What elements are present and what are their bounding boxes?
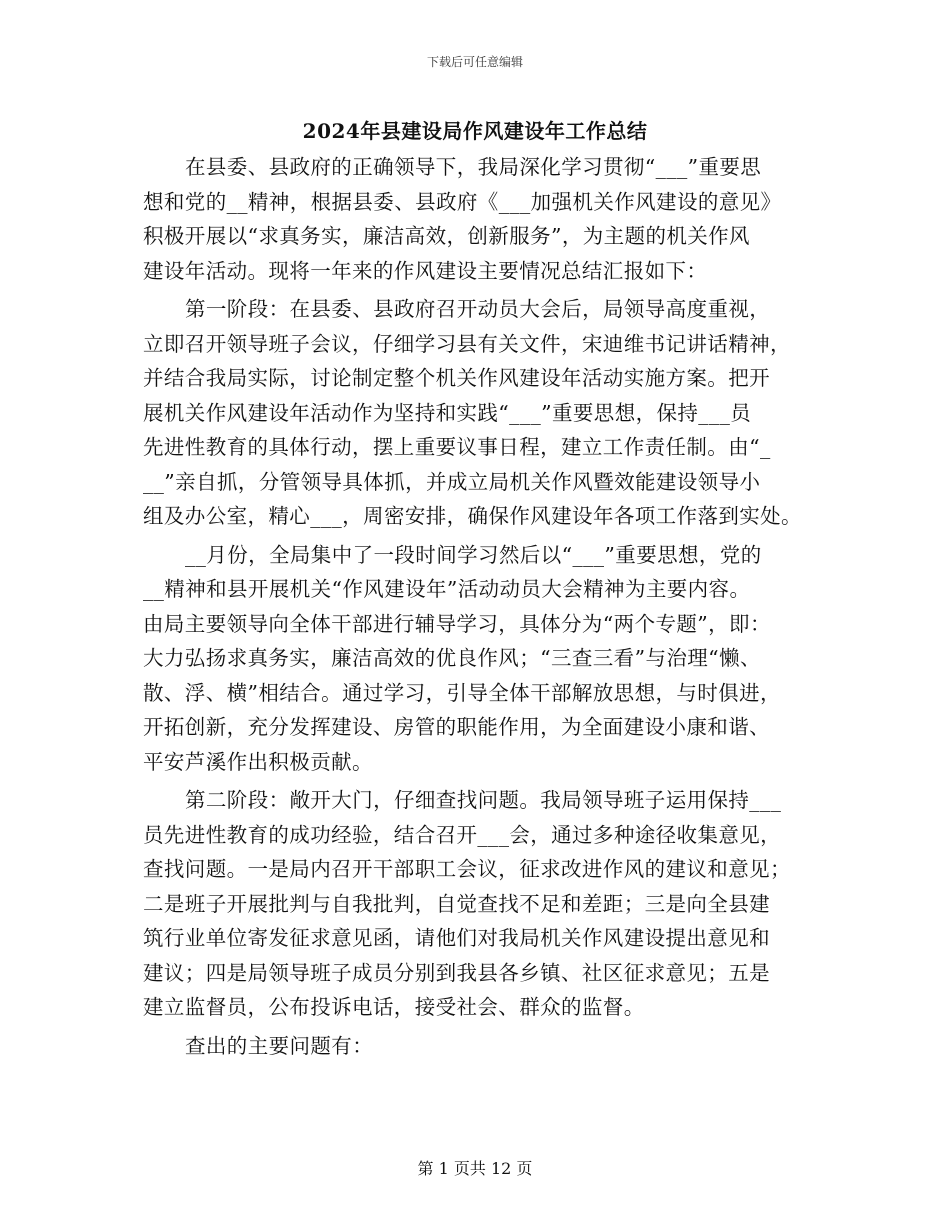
text-line: 想和党的__精神，根据县委、县政府《___加强机关作风建设的意见》 [143, 189, 782, 214]
text-line: 第一阶段：在县委、县政府召开动员大会后，局领导高度重视， [185, 297, 771, 321]
text-line: 大力弘扬求真务实，廉洁高效的优良作风；“三查三看”与治理“懒、 [143, 646, 761, 670]
text-line: 建设年活动。现将一年来的作风建设主要情况总结汇报如下： [143, 258, 708, 283]
paragraph-problems [143, 1029, 823, 1064]
text-line: 平安芦溪作出积极贡献。 [143, 749, 373, 774]
text-line: 查出的主要问题有： [185, 1033, 374, 1058]
paragraph-stage-two [143, 783, 823, 1025]
text-line: 组及办公室，精心___，周密安排，确保作风建设年各项工作落到实处。 [143, 504, 802, 528]
page-number: 第 1 页共 12 页 [417, 1159, 533, 1178]
text-line: __”亲自抓，分管领导具体抓，并成立局机关作风暨效能建设领导小 [143, 469, 761, 494]
paragraph-intro [143, 150, 823, 288]
text-line: 由局主要领导向全体干部进行辅导学习，具体分为“两个专题”，即： [143, 611, 771, 636]
document-body [143, 150, 823, 1063]
text-line: 开拓创新，充分发挥建设、房管的职能作用，为全面建设小康和谐、 [143, 715, 770, 739]
text-line: 先进性教育的具体行动，摆上重要议事日程，建立工作责任制。由“_ [143, 435, 771, 459]
text-line: 查找问题。一是局内召开干部职工会议，征求改进作风的建议和意见； [143, 857, 791, 881]
text-line: 二是班子开展批判与自我批判，自觉查找不足和差距；三是向全县建 [143, 891, 770, 916]
document-title: 2024年县建设局作风建设年工作总结 [302, 119, 648, 143]
text-line: 立即召开领导班子会议，仔细学习县有关文件，宋迪维书记讲话精神， [143, 331, 791, 356]
download-note: 下载后可任意编辑 [426, 55, 523, 69]
text-line: 筑行业单位寄发征求意见函，请他们对我局机关作风建设提出意见和 [143, 926, 770, 950]
text-line: 展机关作风建设年活动作为坚持和实践“___”重要思想，保持___员 [143, 400, 752, 425]
text-line: 并结合我局实际，讨论制定整个机关作风建设年活动实施方案。把开 [143, 366, 770, 390]
paragraph-stage-one [143, 292, 823, 534]
text-line: 建议；四是局领导班子成员分别到我县各乡镇、社区征求意见；五是 [143, 960, 770, 985]
text-line: 建立监督员，公布投诉电话，接受社会、群众的监督。 [143, 995, 645, 1019]
text-line: 积极开展以“求真务实，廉洁高效，创新服务”，为主题的机关作风 [143, 224, 750, 248]
text-line: 散、浮、横”相结合。通过学习，引导全体干部解放思想，与时俱进， [143, 680, 781, 705]
text-line: 第二阶段：敞开大门，仔细查找问题。我局领导班子运用保持___ [185, 788, 782, 812]
text-line: 在县委、县政府的正确领导下，我局深化学习贯彻“___”重要思 [185, 155, 762, 179]
paragraph-study [143, 538, 823, 780]
text-line: 员先进性教育的成功经验，结合召开___会，通过多种途径收集意见， [143, 822, 782, 847]
text-line: __月份，全局集中了一段时间学习然后以“___”重要思想，党的 [185, 542, 762, 567]
text-line: __精神和县开展机关“作风建设年”活动动员大会精神为主要内容。 [143, 577, 751, 601]
